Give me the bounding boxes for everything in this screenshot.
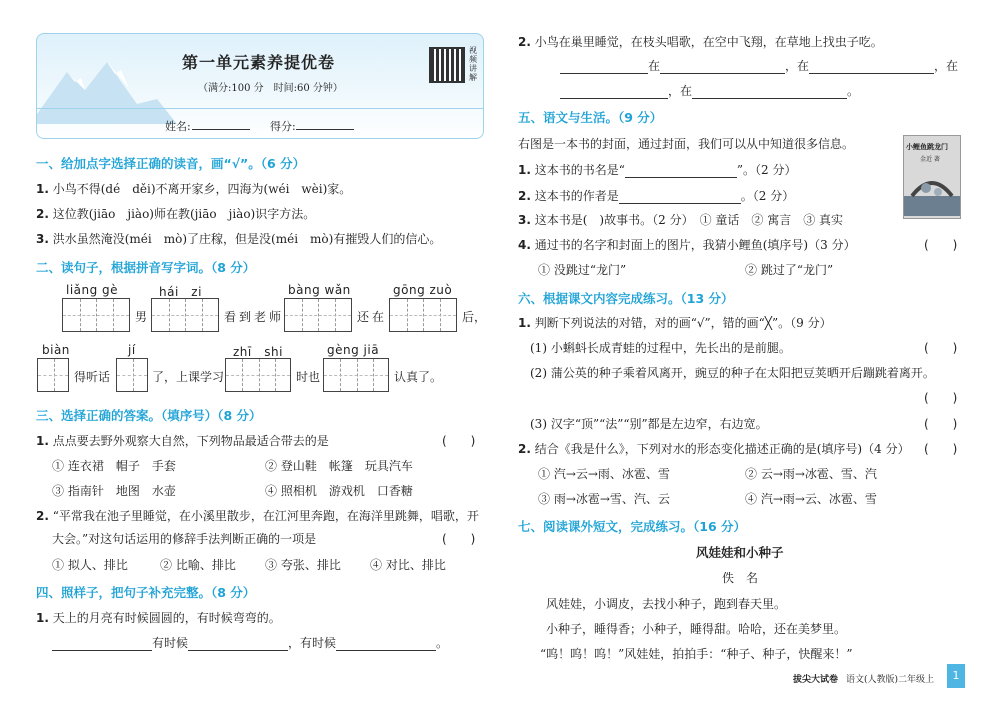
s4-q2-fill-2: ，在 (785, 59, 810, 73)
s5-q2-b: 。（2 分） (740, 189, 795, 203)
page-number-text: 1 (952, 669, 960, 682)
s2-r1-pinyin-3: bàng wǎn (288, 283, 351, 297)
s2-r2-text-3: 时也 (296, 370, 321, 384)
s2-title: 二、读句子，根据拼音写字词。（8 分） (36, 260, 256, 275)
s4-q1-blank-2[interactable] (188, 638, 288, 651)
book-title: 小鲤鱼跳龙门 (906, 142, 948, 151)
s5-q2-a: 这本书的作者是 (534, 189, 619, 203)
s3-q2 (36, 507, 479, 524)
s6-q1-text: 判断下列说法的对错，对的画“√”，错的画“╳”。（9 分） (534, 316, 832, 330)
s5-q4-num: 4. (518, 238, 531, 252)
s2-r2-text-4: 认真了。 (394, 370, 443, 384)
s2-r2-box-4[interactable] (323, 358, 389, 392)
s2-r1-box-1[interactable] (62, 298, 130, 332)
s5-q2 (518, 187, 794, 204)
s3-q1-text: 点点要去野外观察大自然，下列物品最适合带去的是 (52, 434, 329, 448)
s3-q1-opt-3: ③ 指南针 地图 水壶 (52, 484, 176, 498)
s6-title: 六、根据课文内容完成练习。（13 分） (518, 291, 734, 306)
mountain-illustration (37, 44, 177, 124)
s1-title: 一、给加点字选择正确的读音，画“√”。（6 分） (36, 156, 306, 171)
s2-r1-box-4[interactable] (389, 298, 457, 332)
s2-r2-box-3[interactable] (225, 358, 291, 392)
s3-q1 (36, 432, 329, 449)
s5-q4-text: 通过书的名字和封面上的图片，我猜小鲤鱼(填序号)（3 分） (534, 238, 856, 252)
s5-title: 五、语文与生活。（9 分） (518, 110, 663, 125)
s3-q1-answer[interactable]: ( ) (442, 434, 476, 448)
s4-q1-blank-1[interactable] (52, 638, 152, 651)
s1-q3-num: 3. (36, 232, 49, 246)
s6-q1-answer-2[interactable]: ( ) (924, 391, 958, 405)
s2-r1-pinyin-1: liǎng gè (66, 283, 119, 297)
footer-subject: 语文(人教版)二年级上 (846, 675, 935, 685)
s4-q2-num: 2. (518, 35, 531, 49)
s4-q2-blank-1[interactable] (560, 61, 648, 74)
s6-q2 (518, 440, 910, 457)
s5-q4-opt-2: ② 跳过了“龙门” (745, 263, 834, 277)
s3-q1-num: 1. (36, 434, 49, 448)
s5-q1-b: ”。（2 分） (736, 163, 797, 177)
s4-q2-blank-5[interactable] (692, 86, 847, 99)
s5-q3-text[interactable]: 这本书是( )故事书。（2 分） ① 童话 ② 寓言 ③ 真实 (534, 213, 844, 227)
s2-r1-text-2: 看到老师 (224, 310, 285, 324)
s2-r1-pinyin-2: hái zi (159, 285, 202, 299)
story-para-1: 风娃娃，小调皮，去找小种子，跑到春天里。 (546, 597, 787, 611)
s6-q2-opt-4: ④ 汽→雨→云、冰雹、雪 (745, 492, 877, 506)
s4-q1-fill-3: 。 (436, 636, 449, 650)
s3-title: 三、选择正确的答案。（填序号）（8 分） (36, 408, 262, 423)
name-label: 姓名: (165, 120, 191, 133)
s5-q4-answer[interactable]: ( ) (924, 238, 958, 252)
s3-q2-opt-2: ② 比喻、排比 (160, 558, 236, 572)
s3-q1-opt-1: ① 连衣裙 帽子 手套 (52, 459, 176, 473)
s2-r2-text-1: 得听话 (74, 370, 111, 384)
s4-title: 四、照样子，把句子补充完整。（8 分） (36, 585, 256, 600)
s5-q3-num: 3. (518, 213, 531, 227)
s2-r1-text-4: 后， (462, 310, 487, 324)
s4-q2-fill-1: 在 (648, 59, 661, 73)
s6-q1-answer-1[interactable]: ( ) (924, 341, 958, 355)
s4-q1 (36, 609, 281, 626)
s1-q1-num: 1. (36, 182, 49, 196)
story-para-2: 小种子，睡得香；小种子，睡得甜。哈哈，还在美梦里。 (546, 622, 847, 636)
s2-r2-pinyin-3: zhī shi (233, 345, 283, 359)
book-author: 金近 著 (920, 156, 940, 163)
s4-q2-fill-4: ，在 (668, 84, 693, 98)
s6-q1-item-2: (2) 蒲公英的种子乘着风离开，豌豆的种子在太阳把豆荚晒开后蹦跳着离开。 (530, 366, 935, 380)
s2-r2-box-1[interactable] (37, 358, 69, 392)
s5-q3 (518, 211, 843, 228)
s2-r2-text-2: 了，上课学习 (152, 370, 225, 384)
s6-q1-answer-3[interactable]: ( ) (924, 417, 958, 431)
s6-q2-opt-2: ② 云→雨→冰雹、雪、汽 (745, 467, 877, 481)
story-author: 佚 名 (722, 571, 759, 585)
s5-intro: 右图是一本书的封面，通过封面，我们可以从中知道很多信息。 (518, 137, 855, 151)
s3-q1-opt-2: ② 登山鞋 帐篷 玩具汽车 (265, 459, 413, 473)
qr-label: 视频讲解 (469, 46, 477, 82)
s1-q1 (36, 180, 351, 197)
s7-title: 七、阅读课外短文，完成练习。（16 分） (518, 519, 746, 534)
s4-q2-blank-4[interactable] (560, 86, 668, 99)
score-label: 得分: (270, 120, 296, 133)
s6-q1-item-1: (1) 小蝌蚪长成青蛙的过程中，先长出的是前腿。 (530, 341, 791, 355)
page-number (947, 664, 965, 688)
s6-q2-opt-3: ③ 雨→冰雹→雪、汽、云 (538, 492, 670, 506)
s2-r1-text-1: 男 (135, 310, 148, 324)
s1-q3 (36, 230, 441, 247)
s3-q2-line1: “平常我在池子里睡觉，在小溪里散步，在江河里奔跑，在海洋里跳舞，唱歌，开 (52, 509, 479, 523)
s1-q1-text[interactable]: 小鸟不得(dé děi)不离开家乡，四海为(wéi wèi)家。 (52, 182, 352, 196)
s4-q2-fill-3: ，在 (934, 59, 959, 73)
book-illustration (904, 166, 960, 216)
s5-q2-blank[interactable] (619, 191, 741, 204)
s4-q2-text: 小鸟在巢里睡觉，在枝头唱歌，在空中飞翔，在草地上找虫子吃。 (534, 35, 883, 49)
s6-q2-answer[interactable]: ( ) (924, 442, 958, 456)
name-field[interactable] (192, 117, 250, 130)
s5-q1 (518, 161, 796, 178)
story-title: 风娃娃和小种子 (696, 545, 784, 560)
s4-q2-fill-row2 (560, 82, 859, 99)
footer-book: 拔尖大试卷 (793, 675, 839, 685)
s3-q2-answer[interactable]: ( ) (442, 532, 476, 546)
s4-q2-fill-5: 。 (847, 84, 860, 98)
s2-r2-pinyin-4: gèng jiā (327, 343, 380, 357)
s2-r1-text-3: 还在 (357, 310, 388, 324)
s6-q1 (518, 314, 832, 331)
s2-r1-pinyin-4: gōng zuò (393, 283, 453, 297)
page-title: 第一单元素养提优卷 (182, 53, 336, 72)
s2-r2-pinyin-2: jí (128, 343, 136, 357)
s3-q2-line2: 大会。”对这句话运用的修辞手法判断正确的一项是 (52, 532, 317, 546)
s6-q1-num: 1. (518, 316, 531, 330)
s3-q2-num: 2. (36, 509, 49, 523)
s4-q2-blank-2[interactable] (660, 61, 785, 74)
story-para-3: “呜！呜！呜！”风娃娃，拍拍手：“种子、种子，快醒来！” (540, 647, 853, 661)
s2-r1-box-2[interactable] (151, 298, 219, 332)
s4-q1-fill-2: ，有时候 (288, 636, 337, 650)
s6-q2-opt-1: ① 汽→云→雨、冰雹、雪 (538, 467, 670, 481)
qr-code (429, 47, 465, 83)
s5-q2-num: 2. (518, 189, 531, 203)
s5-q4-opt-1: ① 没跳过“龙门” (538, 263, 627, 277)
s5-q1-a: 这本书的书名是“ (534, 163, 625, 177)
s1-q2-num: 2. (36, 207, 49, 221)
s6-q1-item-3: (3) 汉字“顶”“法”“别”都是左边窄，右边宽。 (530, 417, 768, 431)
score-field[interactable] (296, 117, 354, 130)
s4-q1-blank-3[interactable] (336, 638, 436, 651)
s4-q2 (518, 33, 883, 50)
s4-q2-fill-row1 (560, 57, 958, 74)
s2-r1-box-3[interactable] (284, 298, 352, 332)
s4-q2-blank-3[interactable] (809, 61, 934, 74)
s3-q2-opt-4: ④ 对比、排比 (370, 558, 446, 572)
s2-r2-pinyin-1: biàn (42, 343, 70, 357)
s3-q2-opt-3: ③ 夸张、排比 (265, 558, 341, 572)
s6-q2-num: 2. (518, 442, 531, 456)
s1-q2-text[interactable]: 这位教(jiāo jiào)师在教(jiāo jiào)识字方法。 (52, 207, 316, 221)
s5-q1-blank[interactable] (625, 165, 737, 178)
s2-r2-box-2[interactable] (116, 358, 148, 392)
s3-q1-opt-4: ④ 照相机 游戏机 口香糖 (265, 484, 413, 498)
s1-q2 (36, 205, 315, 222)
page-subtitle: （满分:100 分 时间:60 分钟） (198, 83, 343, 94)
s5-q4 (518, 236, 856, 253)
s4-q1-fill-row (52, 634, 448, 651)
s6-q2-text: 结合《我是什么》，下列对水的形态变化描述正确的是(填序号)（4 分） (534, 442, 910, 456)
s4-q1-num: 1. (36, 611, 49, 625)
s4-q1-text: 天上的月亮有时候圆圆的，有时候弯弯的。 (52, 611, 281, 625)
s3-q2-opt-1: ① 拟人、排比 (52, 558, 128, 572)
book-cover (903, 135, 961, 219)
s5-q1-num: 1. (518, 163, 531, 177)
s4-q1-fill-1: 有时候 (152, 636, 189, 650)
s1-q3-text[interactable]: 洪水虽然淹没(méi mò)了庄稼，但是没(méi mò)有摧毁人们的信心。 (52, 232, 442, 246)
header-divider (36, 108, 484, 109)
